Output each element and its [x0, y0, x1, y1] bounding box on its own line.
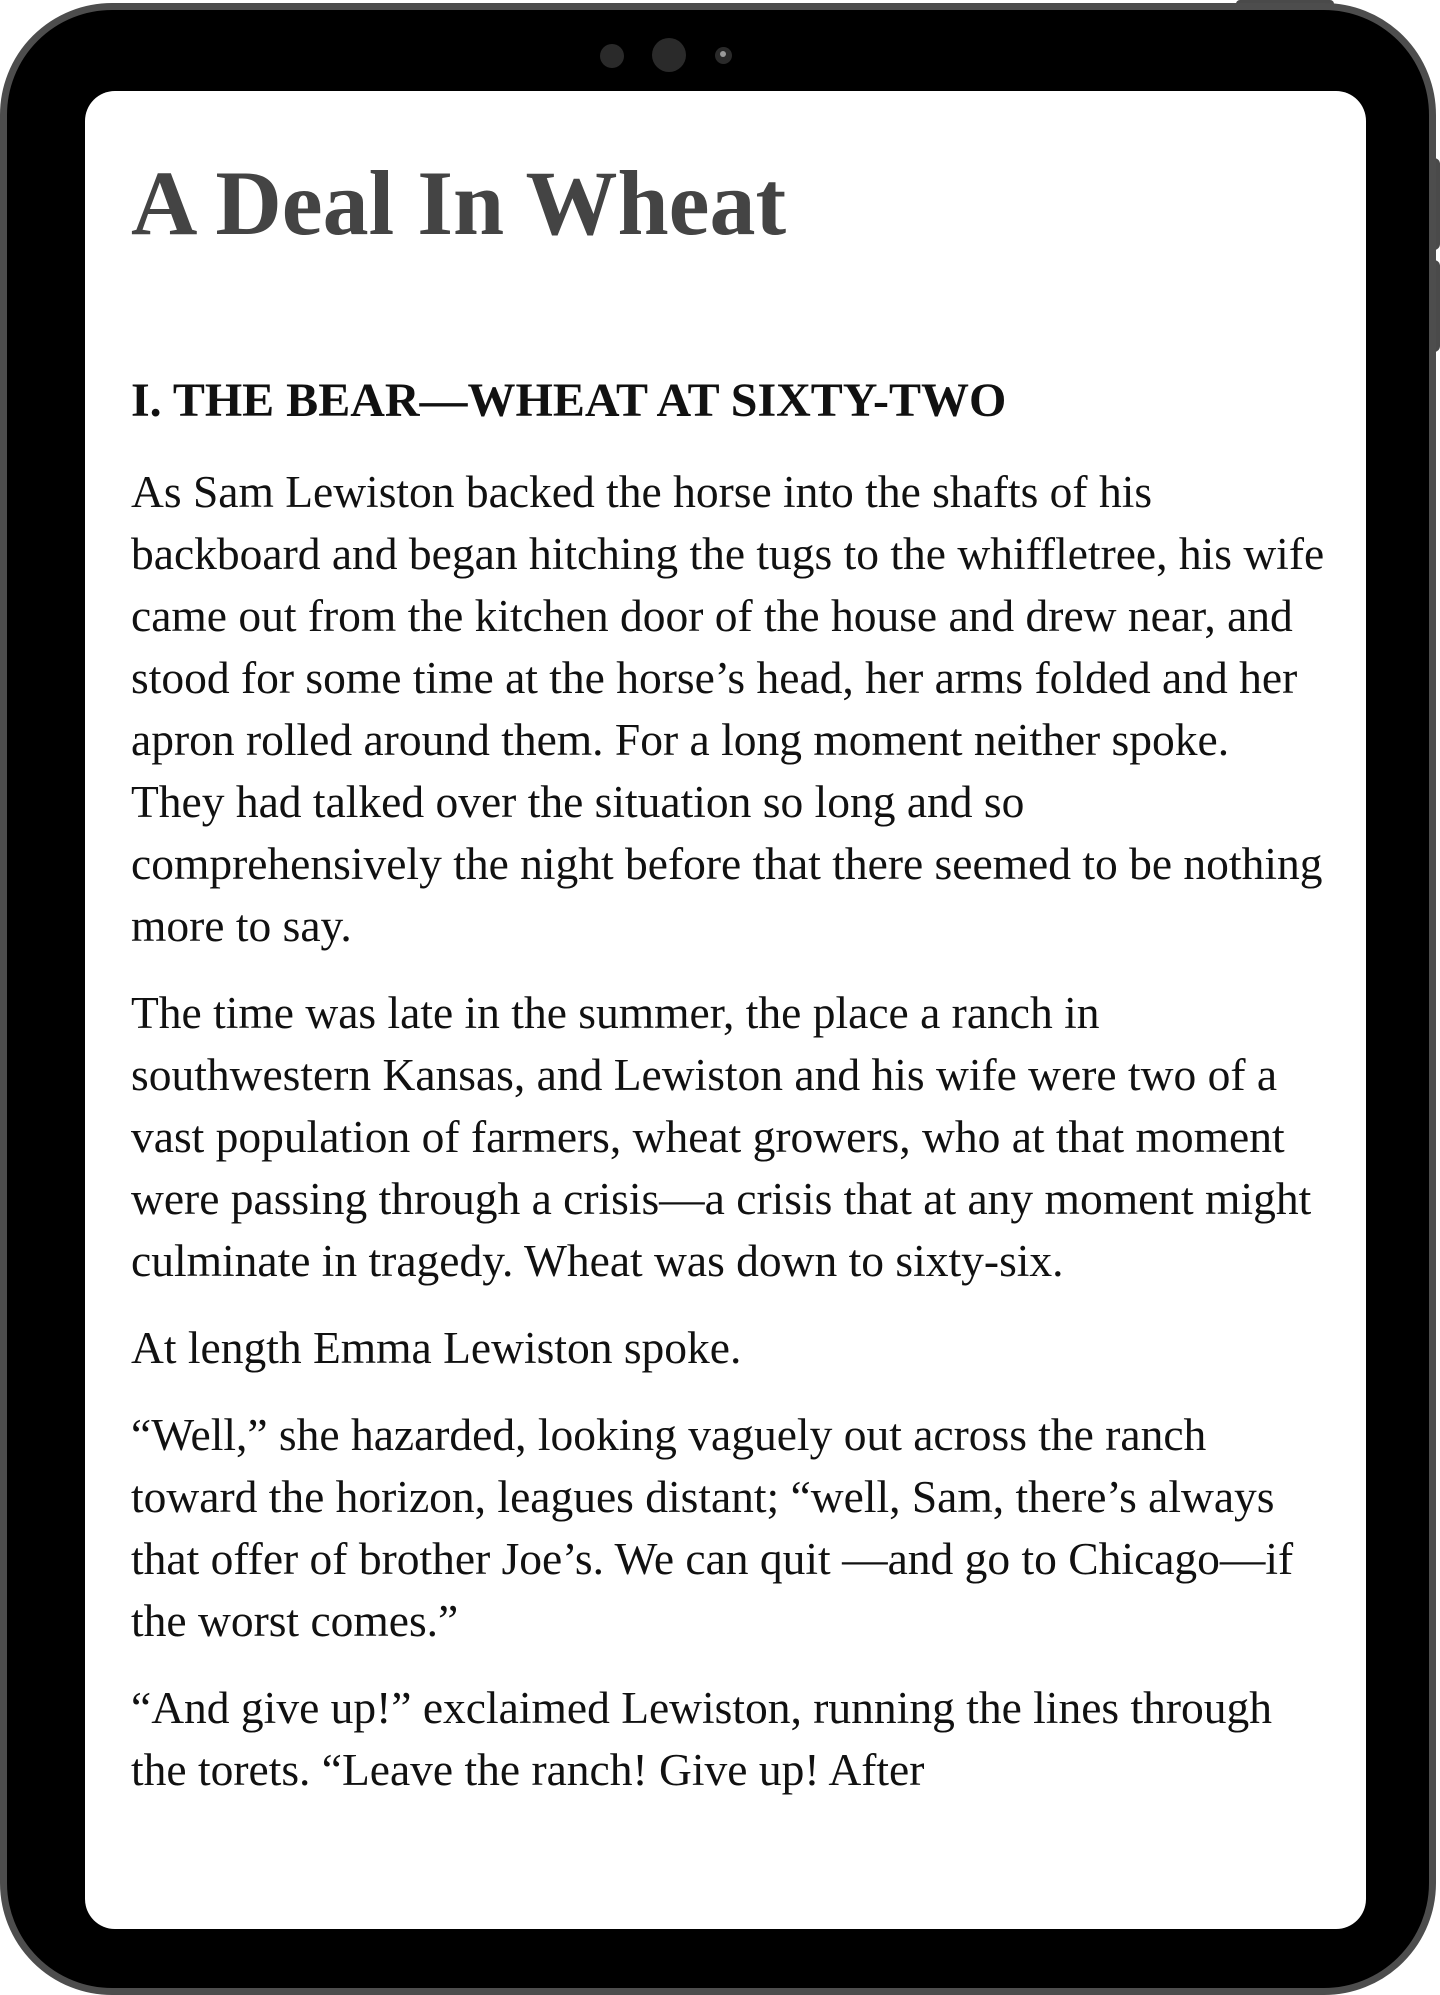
camera-flash-icon [715, 47, 732, 64]
paragraph: At length Emma Lewiston spoke. [131, 1322, 742, 1373]
reader-screen[interactable] [85, 91, 1366, 1929]
paragraph: The time was late in the summer, the place a ranch in southwestern Kansas, and Lewiston and his wife were two of a vast population of farmers, wheat growers, who at that moment were passing through a crisis—a crisis that at any moment might culminate in tragedy. Wheat was down to sixty-six. [131, 987, 1312, 1286]
camera-sensor-icon [600, 44, 624, 68]
tablet-frame [0, 3, 1436, 1995]
paragraph: “And give up!” exclaimed Lewiston, running the lines through the torets. “Leave the ranch! Give up! After [131, 1682, 1273, 1795]
camera-lens-icon [652, 38, 686, 72]
book-title: A Deal In Wheat [131, 152, 787, 254]
paragraph: “Well,” she hazarded, looking vaguely out across the ranch toward the horizon, leagues distant; “well, Sam, there’s always that offer of brother Joe’s. We can quit —and go to Chicago—if the worst comes.” [131, 1409, 1294, 1646]
paragraph: As Sam Lewiston backed the horse into the shafts of his backboard and began hitching the tugs to the whiffletree, his wife came out from the kitchen door of the house and drew near, and stood for some time at the horse’s head, her arms folded and her apron rolled around them. For a long moment neither spoke. They had talked over the situation so long and so comprehensively the night before that there seemed to be nothing more to say. [131, 466, 1325, 951]
chapter-body [131, 461, 1331, 1826]
chapter-title: I. THE BEAR—WHEAT AT SIXTY-TWO [131, 374, 1007, 427]
